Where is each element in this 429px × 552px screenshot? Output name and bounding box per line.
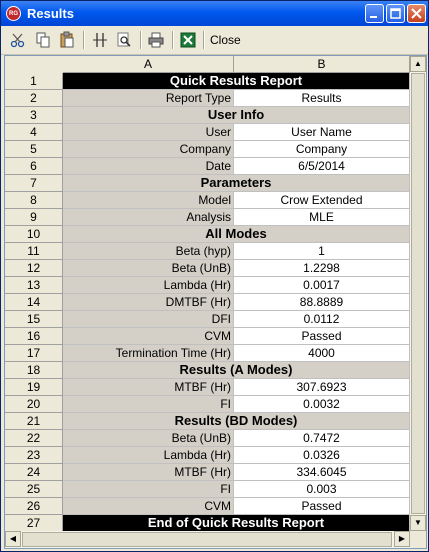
value-cell[interactable]: Company	[234, 141, 410, 158]
value-cell[interactable]: 0.7472	[234, 430, 410, 447]
label-cell[interactable]: CVM	[63, 498, 234, 515]
row-header[interactable]: 3	[5, 107, 63, 124]
toolbar-separator	[140, 31, 142, 49]
section-header-cell[interactable]: Results (A Modes)	[63, 362, 410, 379]
label-cell[interactable]: Lambda (Hr)	[63, 277, 234, 294]
section-header-cell[interactable]: All Modes	[63, 226, 410, 243]
label-cell[interactable]: Beta (hyp)	[63, 243, 234, 260]
value-cell[interactable]: 1.2298	[234, 260, 410, 277]
cut-icon[interactable]	[9, 31, 27, 49]
label-cell[interactable]: Model	[63, 192, 234, 209]
maximize-icon	[387, 5, 404, 22]
label-cell[interactable]: Beta (UnB)	[63, 430, 234, 447]
table-row	[5, 141, 410, 158]
title-bar[interactable]	[1, 1, 428, 26]
row-header[interactable]: 23	[5, 447, 63, 464]
table-row	[5, 192, 410, 209]
table-row	[5, 413, 410, 430]
label-cell[interactable]: Analysis	[63, 209, 234, 226]
section-header-cell[interactable]: Results (BD Modes)	[63, 413, 410, 430]
row-header[interactable]: 12	[5, 260, 63, 277]
column-header-b[interactable]: B	[234, 56, 410, 73]
vertical-scrollbar[interactable]	[410, 56, 426, 531]
row-header[interactable]: 7	[5, 175, 63, 192]
table-row	[5, 345, 410, 362]
table-row	[5, 362, 410, 379]
table-row	[5, 243, 410, 260]
label-cell[interactable]: Lambda (Hr)	[63, 447, 234, 464]
value-cell[interactable]: 88.8889	[234, 294, 410, 311]
value-cell[interactable]: 307.6923	[234, 379, 410, 396]
select-all-corner[interactable]	[5, 56, 64, 74]
row-header[interactable]: 20	[5, 396, 63, 413]
label-cell[interactable]: Report Type	[63, 90, 234, 107]
value-cell[interactable]: 6/5/2014	[234, 158, 410, 175]
label-cell[interactable]: Termination Time (Hr)	[63, 345, 234, 362]
column-width-icon[interactable]	[91, 31, 109, 49]
copy-icon[interactable]	[34, 31, 52, 49]
row-header[interactable]: 5	[5, 141, 63, 158]
column-header-a[interactable]: A	[63, 56, 234, 73]
value-cell[interactable]: Passed	[234, 328, 410, 345]
table-row	[5, 498, 410, 515]
table-row	[5, 430, 410, 447]
table-row	[5, 447, 410, 464]
toolbar-separator	[172, 31, 174, 49]
row-header[interactable]: 27	[5, 515, 63, 532]
toolbar-separator	[203, 31, 205, 49]
value-cell[interactable]: MLE	[234, 209, 410, 226]
vertical-scroll-thumb[interactable]	[411, 73, 425, 514]
row-header[interactable]: 2	[5, 90, 63, 107]
label-cell[interactable]: Date	[63, 158, 234, 175]
table-row	[5, 464, 410, 481]
zoom-icon[interactable]	[115, 31, 133, 49]
row-header[interactable]: 19	[5, 379, 63, 396]
label-cell[interactable]: FI	[63, 481, 234, 498]
value-cell[interactable]: 334.6045	[234, 464, 410, 481]
table-row	[5, 277, 410, 294]
close-button[interactable]: Close	[210, 33, 241, 47]
table-row	[5, 481, 410, 498]
app-icon: RG	[6, 6, 21, 21]
minimize-icon	[366, 5, 383, 22]
row-header[interactable]: 15	[5, 311, 63, 328]
excel-export-icon[interactable]	[179, 31, 197, 49]
value-cell[interactable]: 0.0017	[234, 277, 410, 294]
table-row	[5, 158, 410, 175]
row-header[interactable]: 16	[5, 328, 63, 345]
close-icon	[408, 5, 425, 22]
label-cell[interactable]: CVM	[63, 328, 234, 345]
label-cell[interactable]: Beta (UnB)	[63, 260, 234, 277]
label-cell[interactable]: User	[63, 124, 234, 141]
label-cell[interactable]: MTBF (Hr)	[63, 379, 234, 396]
report-banner-cell[interactable]: Quick Results Report	[63, 73, 410, 90]
row-header[interactable]: 11	[5, 243, 63, 260]
row-header[interactable]: 21	[5, 413, 63, 430]
scroll-up-button[interactable]: ▲	[410, 56, 426, 72]
value-cell[interactable]: 1	[234, 243, 410, 260]
table-row	[5, 396, 410, 413]
toolbar	[1, 26, 428, 55]
horizontal-scroll-thumb[interactable]	[22, 532, 392, 547]
table-row	[5, 107, 410, 124]
scroll-down-button[interactable]: ▼	[410, 515, 426, 531]
minimize-button[interactable]	[365, 4, 384, 23]
row-header[interactable]: 18	[5, 362, 63, 379]
label-cell[interactable]: DFI	[63, 311, 234, 328]
spreadsheet	[4, 55, 427, 549]
row-header[interactable]: 24	[5, 464, 63, 481]
value-cell[interactable]: Crow Extended	[234, 192, 410, 209]
row-header[interactable]: 1	[5, 73, 63, 90]
row-header[interactable]: 22	[5, 430, 63, 447]
label-cell[interactable]: MTBF (Hr)	[63, 464, 234, 481]
value-cell[interactable]: 0.003	[234, 481, 410, 498]
value-cell[interactable]: 0.0326	[234, 447, 410, 464]
window-title: Results	[27, 6, 74, 21]
value-cell[interactable]: 4000	[234, 345, 410, 362]
table-row	[5, 73, 410, 90]
close-window-button[interactable]	[407, 4, 426, 23]
report-banner-cell[interactable]: End of Quick Results Report	[63, 515, 410, 532]
row-header[interactable]: 10	[5, 226, 63, 243]
label-cell[interactable]: DMTBF (Hr)	[63, 294, 234, 311]
row-header[interactable]: 6	[5, 158, 63, 175]
value-cell[interactable]: 0.0112	[234, 311, 410, 328]
horizontal-scrollbar[interactable]	[5, 531, 410, 548]
row-header[interactable]: 25	[5, 481, 63, 498]
section-header-cell[interactable]: Parameters	[63, 175, 410, 192]
table-row	[5, 124, 410, 141]
toolbar-separator	[83, 31, 85, 49]
scroll-right-button[interactable]: ▶	[394, 531, 410, 547]
table-row	[5, 226, 410, 243]
row-header[interactable]: 8	[5, 192, 63, 209]
value-cell[interactable]: Results	[234, 90, 410, 107]
paste-icon[interactable]	[58, 31, 76, 49]
row-header[interactable]: 4	[5, 124, 63, 141]
row-header[interactable]: 13	[5, 277, 63, 294]
scroll-left-button[interactable]: ◀	[5, 531, 21, 547]
print-icon[interactable]	[147, 31, 165, 49]
value-cell[interactable]: User Name	[234, 124, 410, 141]
label-cell[interactable]: FI	[63, 396, 234, 413]
table-row	[5, 260, 410, 277]
table-row	[5, 90, 410, 107]
section-header-cell[interactable]: User Info	[63, 107, 410, 124]
maximize-button[interactable]	[386, 4, 405, 23]
scroll-corner	[410, 531, 426, 548]
table-row	[5, 175, 410, 192]
table-row	[5, 209, 410, 226]
label-cell[interactable]: Company	[63, 141, 234, 158]
table-row	[5, 328, 410, 345]
table-row	[5, 294, 410, 311]
table-row	[5, 515, 410, 532]
table-row	[5, 311, 410, 328]
row-header[interactable]: 9	[5, 209, 63, 226]
row-header[interactable]: 17	[5, 345, 63, 362]
table-row	[5, 379, 410, 396]
row-header[interactable]: 14	[5, 294, 63, 311]
value-cell[interactable]: 0.0032	[234, 396, 410, 413]
row-header[interactable]: 26	[5, 498, 63, 515]
value-cell[interactable]: Passed	[234, 498, 410, 515]
